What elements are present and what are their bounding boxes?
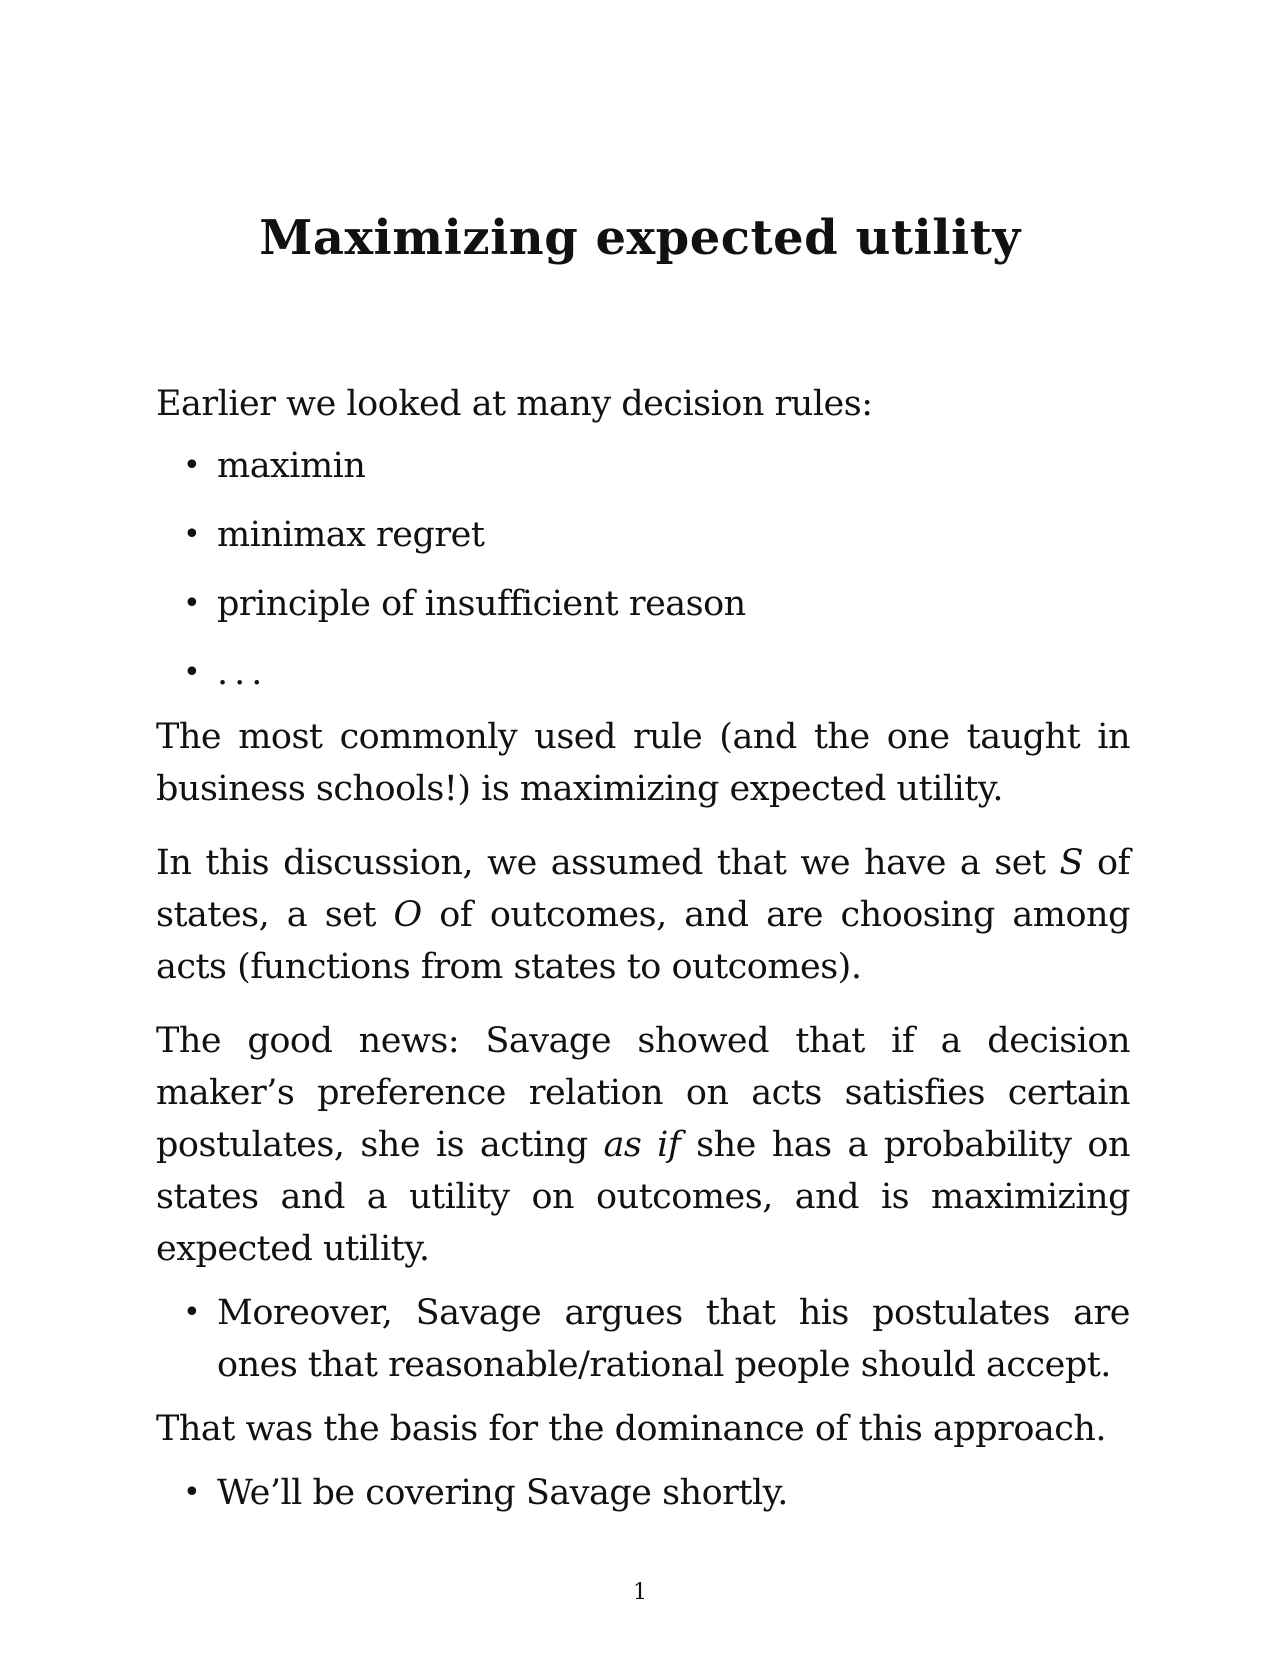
bullet-icon: • (183, 1475, 201, 1510)
rule-label: principle of insufficient reason (217, 584, 746, 624)
list-item (156, 1467, 1130, 1519)
set-s-symbol: S (1059, 843, 1083, 883)
setup-paragraph (156, 837, 1130, 993)
bullet-icon: • (183, 448, 201, 483)
bullet-icon: • (183, 517, 201, 552)
page-number: 1 (633, 1580, 647, 1605)
setup-text-2: of states, a set (156, 843, 1130, 935)
bullet-icon: • (183, 586, 201, 621)
content-body (156, 378, 1130, 1519)
setup-text-3: of outcomes, and are choosing among acts (functions from states to outcomes). (156, 895, 1130, 987)
good-news-paragraph (156, 1015, 1130, 1275)
decision-rules-list (156, 440, 1130, 699)
common-rule-paragraph: The most commonly used rule (and the one taught in business schools!) is maximizing expected utility. (156, 717, 1130, 809)
savage-note-text: Moreover, Savage argues that his postulates are ones that reasonable/rational people should accept. (217, 1293, 1130, 1385)
bullet-icon: • (183, 655, 201, 690)
intro-paragraph: Earlier we looked at many decision rules: (156, 384, 873, 424)
news-text-2: she has a probability on states and a utility on outcomes, and is maximizing expected utility. (156, 1125, 1130, 1269)
rule-label: maximin (217, 446, 366, 486)
list-item (156, 440, 1130, 492)
savage-note-list (156, 1287, 1130, 1391)
covering-note-text: We’ll be covering Savage shortly. (217, 1473, 788, 1513)
list-item (156, 578, 1130, 630)
set-o-symbol: O (393, 895, 422, 935)
list-item (156, 509, 1130, 561)
rule-label: minimax regret (217, 515, 485, 555)
news-text-1: The good news: Savage showed that if a decision maker’s preference relation on acts satisfies certain postulates, she is acting (156, 1021, 1130, 1165)
as-if-emphasis: as if (603, 1125, 681, 1165)
list-item (156, 647, 1130, 699)
rule-label: ... (217, 653, 269, 693)
page-title: Maximizing expected utility (259, 210, 1021, 266)
bullet-icon: • (183, 1295, 201, 1330)
list-item (156, 1287, 1130, 1391)
setup-text-1: In this discussion, we assumed that we have a set (156, 843, 1060, 883)
covering-note-list (156, 1467, 1130, 1519)
basis-paragraph: That was the basis for the dominance of this approach. (156, 1409, 1107, 1449)
